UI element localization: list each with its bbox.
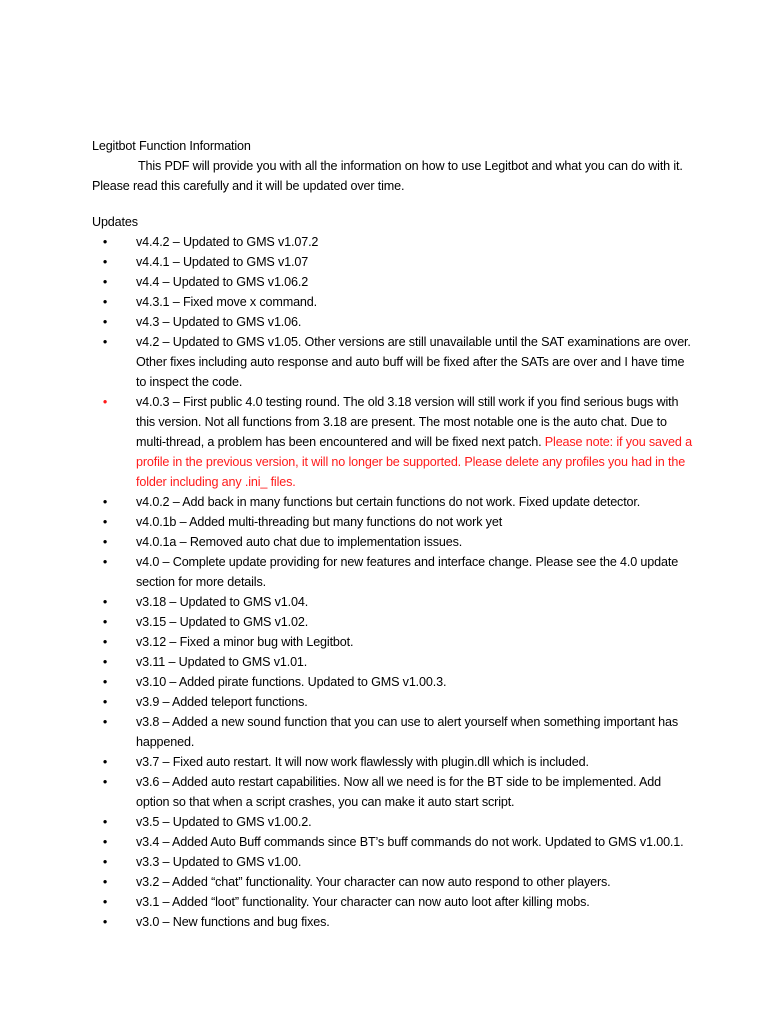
update-item: [92, 772, 692, 812]
updates-heading: Updates: [92, 215, 138, 229]
update-text: v4.3.1 – Fixed move x command.: [136, 295, 317, 309]
update-item: [92, 272, 692, 292]
update-item: [92, 852, 692, 872]
update-text: v4.2 – Updated to GMS v1.05. Other versions are still unavailable until the SAT examinations are over. Other fixes including auto response and auto buff will be fixed after the SATs are over and I have time to inspect the code.: [136, 335, 691, 389]
bullet-icon: •: [102, 875, 108, 889]
update-text: v3.11 – Updated to GMS v1.01.: [136, 655, 308, 669]
update-item: [92, 392, 692, 492]
update-text: v3.6 – Added auto restart capabilities. Now all we need is for the BT side to be implemented. Add option so that when a script crashes, you can make it auto start script.: [136, 775, 661, 809]
bullet-icon: •: [102, 495, 108, 509]
update-text: v4.4.2 – Updated to GMS v1.07.2: [136, 235, 319, 249]
update-text: v4.0.1a – Removed auto chat due to implementation issues.: [136, 535, 463, 549]
update-item: [92, 712, 692, 752]
update-text: v3.15 – Updated to GMS v1.02.: [136, 615, 309, 629]
bullet-icon: •: [102, 635, 108, 649]
update-text: v4.3 – Updated to GMS v1.06.: [136, 315, 302, 329]
update-warning-note: Please note: if you saved a profile in the previous version, it will no longer be supported. Please delete any profiles you had in the folder including any .ini_ files.: [136, 435, 692, 489]
update-text: v3.10 – Added pirate functions. Updated to GMS v1.00.3.: [136, 675, 447, 689]
update-text: v3.8 – Added a new sound function that you can use to alert yourself when something important has happened.: [136, 715, 679, 749]
update-item: [92, 872, 692, 892]
bullet-icon: •: [102, 535, 108, 549]
update-item: [92, 292, 692, 312]
bullet-icon: •: [102, 755, 108, 769]
update-item: [92, 812, 692, 832]
update-text: v3.2 – Added “chat” functionality. Your character can now auto respond to other players.: [136, 875, 611, 889]
bullet-icon: •: [102, 815, 108, 829]
bullet-icon: •: [102, 595, 108, 609]
bullet-icon: •: [102, 915, 108, 929]
update-item: [92, 552, 692, 592]
document-page: [92, 136, 692, 932]
update-text: v4.0.3 – First public 4.0 testing round. The old 3.18 version will still work if you find serious bugs with this version. Not all functions from 3.18 are present. The most notable one is the auto chat. Due to multi-thread, a problem has been encountered and will be fixed next patch.: [136, 395, 679, 449]
update-text: v4.0.1b – Added multi-threading but many functions do not work yet: [136, 515, 503, 529]
update-text: v4.4 – Updated to GMS v1.06.2: [136, 275, 309, 289]
document-title: Legitbot Function Information: [92, 139, 251, 153]
update-item: [92, 912, 692, 932]
update-text: v3.7 – Fixed auto restart. It will now work flawlessly with plugin.dll which is included.: [136, 755, 589, 769]
bullet-icon: •: [102, 295, 108, 309]
update-item: [92, 312, 692, 332]
update-item: [92, 332, 692, 392]
update-text: v3.9 – Added teleport functions.: [136, 695, 308, 709]
update-item: [92, 252, 692, 272]
bullet-icon: •: [102, 855, 108, 869]
bullet-icon: •: [102, 275, 108, 289]
update-text: v4.4.1 – Updated to GMS v1.07: [136, 255, 309, 269]
bullet-icon: •: [102, 615, 108, 629]
update-item: [92, 692, 692, 712]
update-item: [92, 632, 692, 652]
update-text: v3.3 – Updated to GMS v1.00.: [136, 855, 302, 869]
update-item: [92, 532, 692, 552]
update-text: v4.0.2 – Add back in many functions but certain functions do not work. Fixed update detector.: [136, 495, 641, 509]
bullet-icon: •: [102, 515, 108, 529]
bullet-icon: •: [102, 695, 108, 709]
update-text: v3.1 – Added “loot” functionality. Your character can now auto loot after killing mobs.: [136, 895, 590, 909]
bullet-icon: •: [102, 335, 108, 349]
bullet-icon: •: [102, 895, 108, 909]
update-item: [92, 652, 692, 672]
bullet-icon: •: [102, 715, 108, 729]
update-item: [92, 512, 692, 532]
update-text: v3.0 – New functions and bug fixes.: [136, 915, 330, 929]
bullet-icon: •: [102, 655, 108, 669]
update-text: v4.0 – Complete update providing for new features and interface change. Please see the 4.0 update section for more details.: [136, 555, 679, 589]
update-item: [92, 592, 692, 612]
bullet-icon: •: [102, 555, 108, 569]
update-item: [92, 612, 692, 632]
bullet-icon: •: [102, 675, 108, 689]
paragraph-spacer: [92, 196, 692, 212]
update-item: [92, 752, 692, 772]
bullet-icon: •: [102, 835, 108, 849]
update-item: [92, 832, 692, 852]
bullet-icon: •: [102, 315, 108, 329]
update-item: [92, 892, 692, 912]
update-item: [92, 492, 692, 512]
intro-paragraph: This PDF will provide you with all the information on how to use Legitbot and what you can do with it. Please read this carefully and it will be updated over time.: [92, 159, 683, 193]
bullet-icon: •: [102, 235, 108, 249]
bullet-icon: •: [102, 775, 108, 789]
update-item: [92, 672, 692, 692]
update-text: v3.12 – Fixed a minor bug with Legitbot.: [136, 635, 354, 649]
bullet-icon: •: [102, 255, 108, 269]
update-text: v3.5 – Updated to GMS v1.00.2.: [136, 815, 312, 829]
updates-list: [92, 232, 692, 932]
update-item: [92, 232, 692, 252]
update-text: v3.18 – Updated to GMS v1.04.: [136, 595, 309, 609]
update-text: v3.4 – Added Auto Buff commands since BT’s buff commands do not work. Updated to GMS v1.00.1.: [136, 835, 684, 849]
bullet-icon: •: [102, 395, 108, 409]
